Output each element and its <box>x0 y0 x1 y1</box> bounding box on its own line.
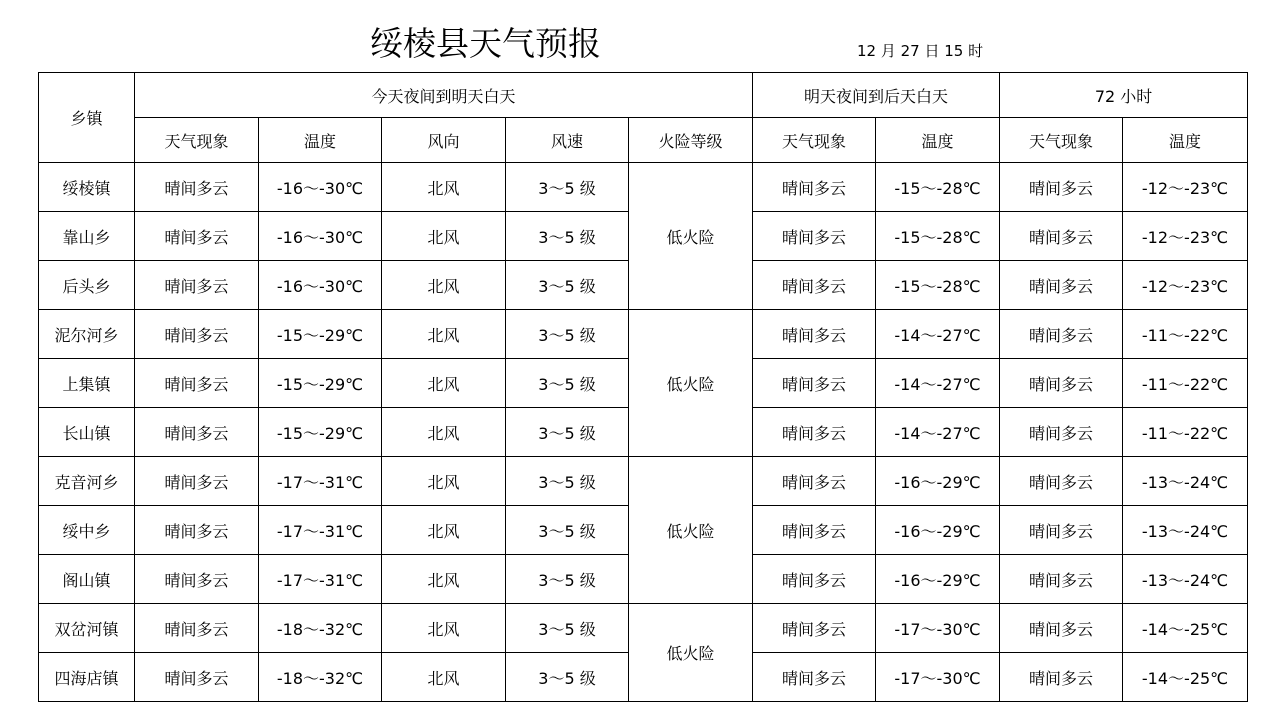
page-title: 绥棱县天气预报 <box>370 24 601 63</box>
fire-risk-cell: 低火险 <box>629 457 753 604</box>
weather-today-cell: 晴间多云 <box>135 555 259 604</box>
temperature-72h-cell: -12～-23℃ <box>1123 212 1248 261</box>
weather-72h-cell: 晴间多云 <box>1000 604 1123 653</box>
header-row-periods <box>39 73 1248 118</box>
header-fire-risk: 火险等级 <box>629 118 753 163</box>
fire-risk-cell: 低火险 <box>629 163 753 310</box>
temperature-tomorrow-cell: -15～-28℃ <box>876 261 1000 310</box>
temperature-today-cell: -15～-29℃ <box>259 359 382 408</box>
wind-speed-cell: 3～5 级 <box>506 604 629 653</box>
weather-tomorrow-cell: 晴间多云 <box>753 261 876 310</box>
table-row <box>39 163 1248 212</box>
weather-today-cell: 晴间多云 <box>135 457 259 506</box>
temperature-72h-cell: -11～-22℃ <box>1123 310 1248 359</box>
weather-today-cell: 晴间多云 <box>135 408 259 457</box>
weather-tomorrow-cell: 晴间多云 <box>753 163 876 212</box>
town-cell: 靠山乡 <box>39 212 135 261</box>
town-cell: 泥尔河乡 <box>39 310 135 359</box>
temperature-today-cell: -17～-31℃ <box>259 555 382 604</box>
temperature-tomorrow-cell: -16～-29℃ <box>876 506 1000 555</box>
wind-speed-cell: 3～5 级 <box>506 555 629 604</box>
temperature-today-cell: -15～-29℃ <box>259 310 382 359</box>
temperature-today-cell: -17～-31℃ <box>259 457 382 506</box>
wind-direction-cell: 北风 <box>382 310 506 359</box>
wind-direction-cell: 北风 <box>382 359 506 408</box>
issue-timestamp: 12 月 27 日 15 时 <box>857 42 984 60</box>
header-period-72h: 72 小时 <box>1000 73 1248 118</box>
temperature-tomorrow-cell: -16～-29℃ <box>876 457 1000 506</box>
temperature-72h-cell: -13～-24℃ <box>1123 457 1248 506</box>
temperature-today-cell: -18～-32℃ <box>259 653 382 702</box>
weather-tomorrow-cell: 晴间多云 <box>753 212 876 261</box>
wind-direction-cell: 北风 <box>382 408 506 457</box>
temperature-tomorrow-cell: -15～-28℃ <box>876 163 1000 212</box>
header-wind-direction: 风向 <box>382 118 506 163</box>
temperature-today-cell: -15～-29℃ <box>259 408 382 457</box>
weather-72h-cell: 晴间多云 <box>1000 506 1123 555</box>
header-wind-speed: 风速 <box>506 118 629 163</box>
temperature-72h-cell: -14～-25℃ <box>1123 653 1248 702</box>
wind-speed-cell: 3～5 级 <box>506 261 629 310</box>
weather-tomorrow-cell: 晴间多云 <box>753 359 876 408</box>
weather-tomorrow-cell: 晴间多云 <box>753 653 876 702</box>
wind-direction-cell: 北风 <box>382 457 506 506</box>
weather-72h-cell: 晴间多云 <box>1000 163 1123 212</box>
table-row <box>39 310 1248 359</box>
header-period-today-night: 今天夜间到明天白天 <box>135 73 753 118</box>
weather-72h-cell: 晴间多云 <box>1000 653 1123 702</box>
wind-direction-cell: 北风 <box>382 604 506 653</box>
temperature-72h-cell: -11～-22℃ <box>1123 408 1248 457</box>
weather-today-cell: 晴间多云 <box>135 653 259 702</box>
weather-tomorrow-cell: 晴间多云 <box>753 555 876 604</box>
temperature-72h-cell: -13～-24℃ <box>1123 506 1248 555</box>
weather-72h-cell: 晴间多云 <box>1000 212 1123 261</box>
town-cell: 绥中乡 <box>39 506 135 555</box>
wind-speed-cell: 3～5 级 <box>506 212 629 261</box>
temperature-72h-cell: -12～-23℃ <box>1123 261 1248 310</box>
fire-risk-cell: 低火险 <box>629 310 753 457</box>
temperature-today-cell: -16～-30℃ <box>259 212 382 261</box>
weather-today-cell: 晴间多云 <box>135 310 259 359</box>
wind-speed-cell: 3～5 级 <box>506 163 629 212</box>
weather-tomorrow-cell: 晴间多云 <box>753 310 876 359</box>
weather-72h-cell: 晴间多云 <box>1000 555 1123 604</box>
header-period-tomorrow-night: 明天夜间到后天白天 <box>753 73 1000 118</box>
temperature-72h-cell: -12～-23℃ <box>1123 163 1248 212</box>
wind-direction-cell: 北风 <box>382 555 506 604</box>
town-cell: 上集镇 <box>39 359 135 408</box>
town-cell: 双岔河镇 <box>39 604 135 653</box>
town-cell: 绥棱镇 <box>39 163 135 212</box>
weather-72h-cell: 晴间多云 <box>1000 359 1123 408</box>
weather-tomorrow-cell: 晴间多云 <box>753 506 876 555</box>
temperature-today-cell: -18～-32℃ <box>259 604 382 653</box>
header-weather-2: 天气现象 <box>753 118 876 163</box>
temperature-72h-cell: -13～-24℃ <box>1123 555 1248 604</box>
wind-direction-cell: 北风 <box>382 653 506 702</box>
header-temperature-3: 温度 <box>1123 118 1248 163</box>
temperature-today-cell: -16～-30℃ <box>259 261 382 310</box>
weather-today-cell: 晴间多云 <box>135 212 259 261</box>
wind-speed-cell: 3～5 级 <box>506 506 629 555</box>
header-temperature: 温度 <box>259 118 382 163</box>
town-cell: 长山镇 <box>39 408 135 457</box>
header-temperature-2: 温度 <box>876 118 1000 163</box>
weather-72h-cell: 晴间多云 <box>1000 457 1123 506</box>
weather-tomorrow-cell: 晴间多云 <box>753 457 876 506</box>
header-row-fields <box>39 118 1248 163</box>
temperature-tomorrow-cell: -16～-29℃ <box>876 555 1000 604</box>
weather-today-cell: 晴间多云 <box>135 163 259 212</box>
temperature-tomorrow-cell: -17～-30℃ <box>876 604 1000 653</box>
temperature-tomorrow-cell: -17～-30℃ <box>876 653 1000 702</box>
weather-today-cell: 晴间多云 <box>135 506 259 555</box>
header-weather-3: 天气现象 <box>1000 118 1123 163</box>
wind-speed-cell: 3～5 级 <box>506 310 629 359</box>
temperature-tomorrow-cell: -14～-27℃ <box>876 408 1000 457</box>
wind-speed-cell: 3～5 级 <box>506 408 629 457</box>
weather-today-cell: 晴间多云 <box>135 359 259 408</box>
wind-direction-cell: 北风 <box>382 163 506 212</box>
wind-speed-cell: 3～5 级 <box>506 457 629 506</box>
table-row <box>39 457 1248 506</box>
wind-direction-cell: 北风 <box>382 261 506 310</box>
weather-today-cell: 晴间多云 <box>135 604 259 653</box>
weather-tomorrow-cell: 晴间多云 <box>753 604 876 653</box>
temperature-72h-cell: -11～-22℃ <box>1123 359 1248 408</box>
town-cell: 阁山镇 <box>39 555 135 604</box>
weather-72h-cell: 晴间多云 <box>1000 261 1123 310</box>
temperature-72h-cell: -14～-25℃ <box>1123 604 1248 653</box>
header-town: 乡镇 <box>39 73 135 163</box>
wind-direction-cell: 北风 <box>382 212 506 261</box>
wind-speed-cell: 3～5 级 <box>506 653 629 702</box>
weather-tomorrow-cell: 晴间多云 <box>753 408 876 457</box>
weather-72h-cell: 晴间多云 <box>1000 310 1123 359</box>
fire-risk-cell: 低火险 <box>629 604 753 702</box>
temperature-today-cell: -17～-31℃ <box>259 506 382 555</box>
weather-72h-cell: 晴间多云 <box>1000 408 1123 457</box>
wind-speed-cell: 3～5 级 <box>506 359 629 408</box>
table-row <box>39 604 1248 653</box>
temperature-today-cell: -16～-30℃ <box>259 163 382 212</box>
town-cell: 四海店镇 <box>39 653 135 702</box>
forecast-table-container <box>38 72 1248 702</box>
wind-direction-cell: 北风 <box>382 506 506 555</box>
temperature-tomorrow-cell: -14～-27℃ <box>876 359 1000 408</box>
temperature-tomorrow-cell: -14～-27℃ <box>876 310 1000 359</box>
town-cell: 克音河乡 <box>39 457 135 506</box>
temperature-tomorrow-cell: -15～-28℃ <box>876 212 1000 261</box>
forecast-table <box>38 72 1248 702</box>
town-cell: 后头乡 <box>39 261 135 310</box>
weather-today-cell: 晴间多云 <box>135 261 259 310</box>
header-weather: 天气现象 <box>135 118 259 163</box>
